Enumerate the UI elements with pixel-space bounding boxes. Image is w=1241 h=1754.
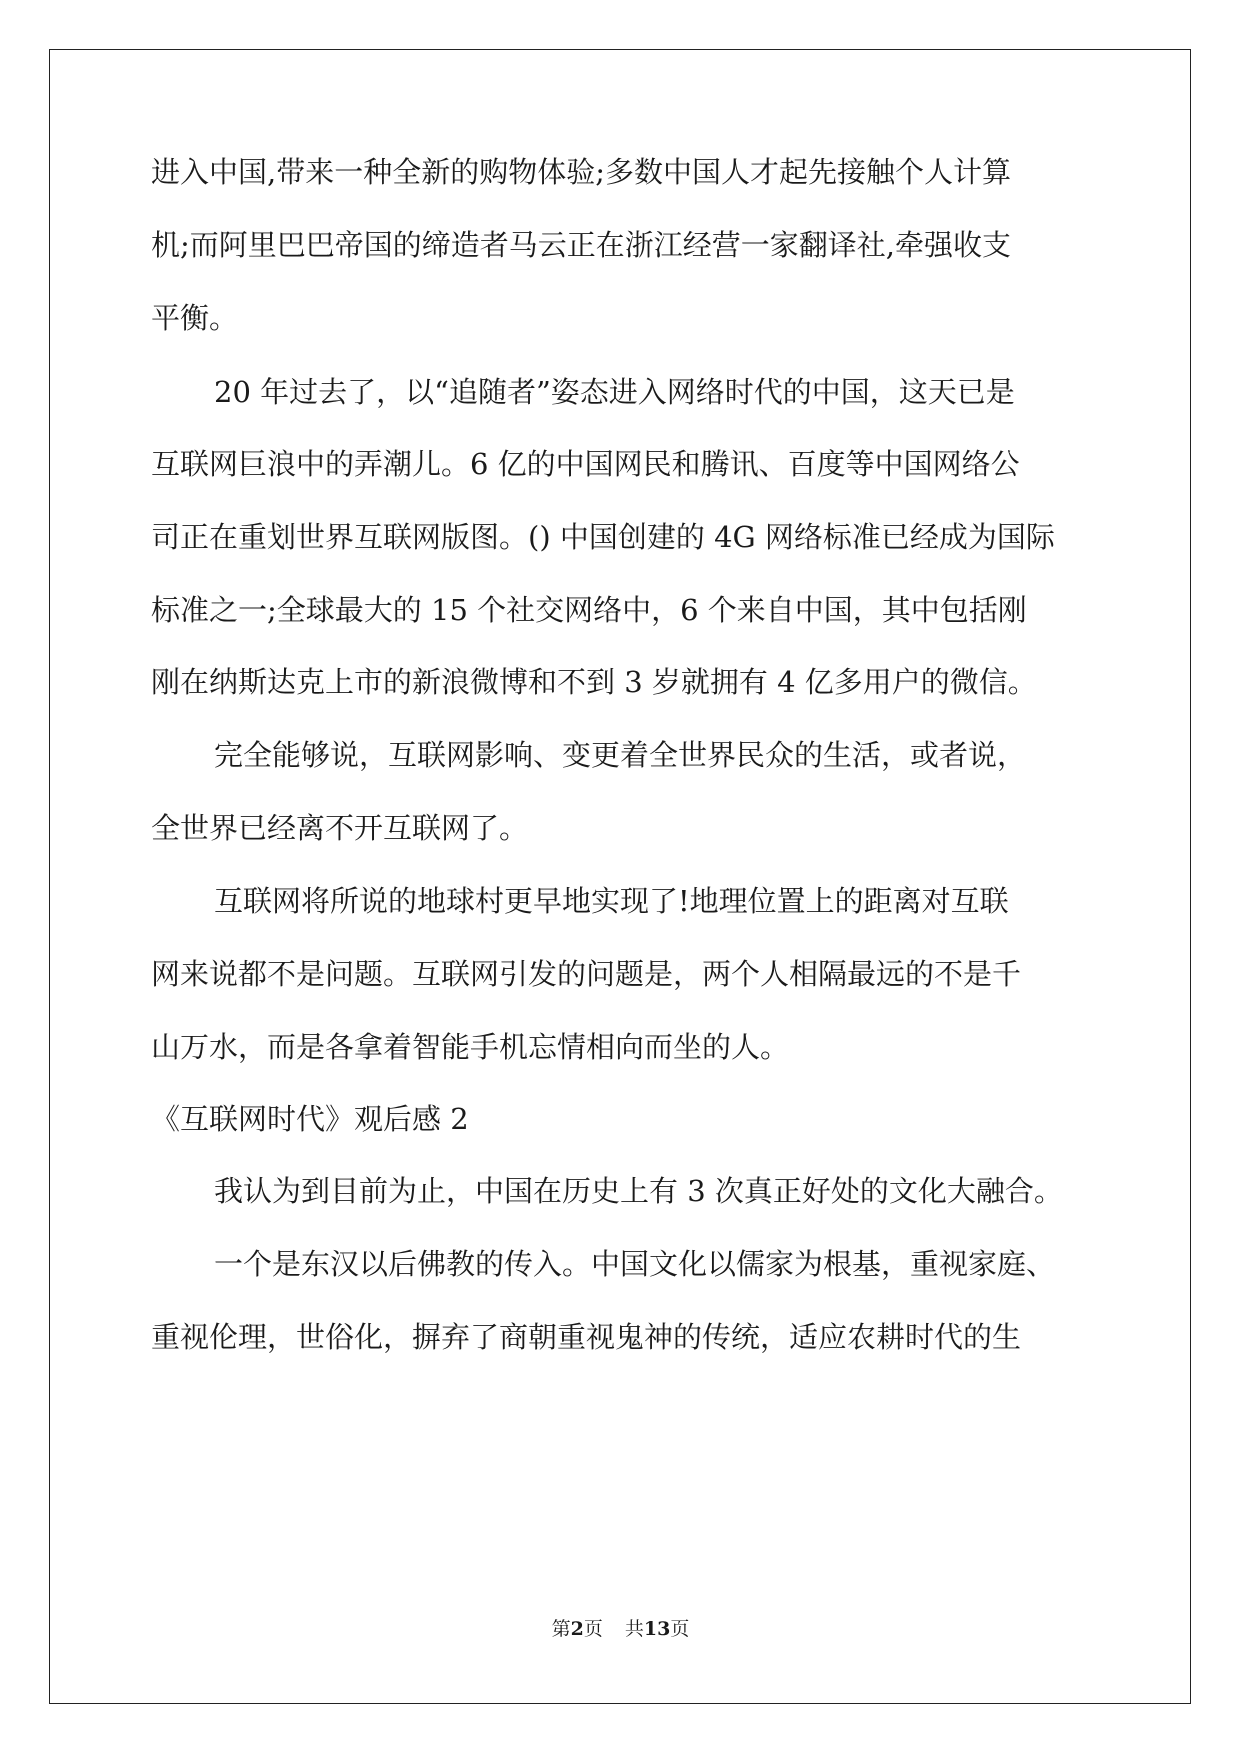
text-line: 进入中国,带来一种全新的购物体验;多数中国人才起先接触个人计算 <box>151 155 1011 189</box>
text-line: 全世界已经离不开互联网了。 <box>151 811 529 845</box>
text-line: 司正在重划世界互联网版图。() 中国创建的 4G 网络标准已经成为国际 <box>151 520 1055 554</box>
paragraph-start: 20 年过去了，以“追随者”姿态进入网络时代的中国，这天已是 <box>214 375 1015 409</box>
section-heading: 《互联网时代》观后感 2 <box>151 1102 469 1136</box>
footer-page-number: 2 <box>570 1618 584 1640</box>
text-line: 网来说都不是问题。互联网引发的问题是，两个人相隔最远的不是千 <box>151 957 1022 991</box>
footer-total-prefix: 共 <box>624 1618 644 1640</box>
text-line: 机;而阿里巴巴帝国的缔造者马云正在浙江经营一家翻译社,牵强收支 <box>151 228 1011 262</box>
text-line: 重视伦理，世俗化，摒弃了商朝重视鬼神的传统，适应农耕时代的生 <box>151 1320 1022 1354</box>
page-footer <box>0 1614 1241 1641</box>
text-line: 互联网巨浪中的弄潮儿。6 亿的中国网民和腾讯、百度等中国网络公 <box>151 447 1020 481</box>
text-line: 平衡。 <box>151 301 239 335</box>
text-line: 山万水，而是各拿着智能手机忘情相向而坐的人。 <box>151 1030 790 1064</box>
footer-total-pages: 13 <box>643 1618 671 1640</box>
paragraph-start: 完全能够说，互联网影响、变更着全世界民众的生活，或者说， <box>214 738 1027 772</box>
text-line: 标准之一;全球最大的 15 个社交网络中，6 个来自中国，其中包括刚 <box>151 593 1027 627</box>
text-line: 刚在纳斯达克上市的新浪微博和不到 3 岁就拥有 4 亿多用户的微信。 <box>151 665 1037 699</box>
footer-page-suffix: 页 <box>583 1618 603 1640</box>
paragraph-start: 互联网将所说的地球村更早地实现了!地理位置上的距离对互联 <box>214 884 1009 918</box>
paragraph-start: 一个是东汉以后佛教的传入。中国文化以儒家为根基，重视家庭、 <box>214 1247 1056 1281</box>
footer-page-prefix: 第 <box>551 1618 571 1640</box>
paragraph-start: 我认为到目前为止，中国在历史上有 3 次真正好处的文化大融合。 <box>214 1174 1063 1208</box>
footer-total-suffix: 页 <box>670 1618 690 1640</box>
